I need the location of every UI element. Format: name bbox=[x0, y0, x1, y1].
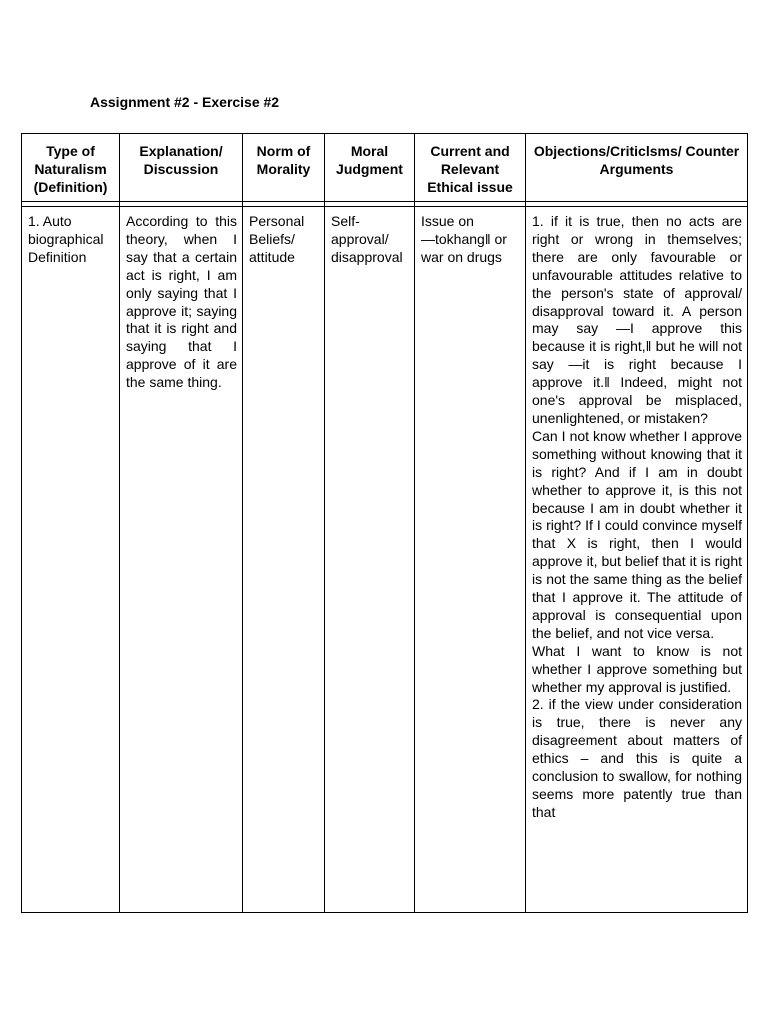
cell-issue: Issue on ―tokhang‖ or war on drugs bbox=[415, 207, 526, 913]
header-ethical-issue: Current and Relevant Ethical issue bbox=[415, 134, 526, 202]
header-row bbox=[22, 134, 748, 202]
cell-type: 1. Auto biographical Definition bbox=[22, 207, 120, 913]
cell-objections bbox=[526, 207, 748, 913]
naturalism-table bbox=[21, 133, 748, 913]
document-title: Assignment #2 - Exercise #2 bbox=[90, 94, 280, 110]
objection-paragraph: 1. if it is true, then no acts are right or wrong in themselves; there are only favourable or unfavourable attitudes relative to the person's state of approval/ disapproval toward it. A person may say ―I approve this because it is right,‖ but he will not say ―it is right because I approve it.‖ Indeed, might not one's approval be misplaced, unenlightened, or mistaken? bbox=[532, 213, 742, 426]
header-explanation: Explanation/ Discussion bbox=[120, 134, 243, 202]
cell-explanation: According to this theory, when I say that a certain act is right, I am only saying that I approve it; saying that it is right and saying that I approve of it are the same thing. bbox=[120, 207, 243, 913]
objection-paragraph: What I want to know is not whether I approve something but whether my approval is justified. bbox=[532, 642, 742, 695]
cell-norm: Personal Beliefs/ attitude bbox=[243, 207, 325, 913]
objection-paragraph: 2. if the view under consideration is true, there is never any disagreement about matters of ethics – and this is quite a conclusion to swallow, for nothing seems more patently true than that bbox=[532, 696, 742, 820]
header-norm-of-morality: Norm of Morality bbox=[243, 134, 325, 202]
header-type-of-naturalism: Type of Naturalism (Definition) bbox=[22, 134, 120, 202]
header-moral-judgment: Moral Judgment bbox=[325, 134, 415, 202]
cell-judgment: Self-approval/ disapproval bbox=[325, 207, 415, 913]
objection-paragraph: Can I not know whether I approve something without knowing that it is right? And if I am in doubt whether to approve it, is this not because I am in doubt whether it is right? If I could convince myself that X is right, then I would approve it, but belief that it is right is not the same thing as the belief that I approve it. The attitude of approval is consequential upon the belief, and not vice versa. bbox=[532, 427, 742, 641]
table-row bbox=[22, 207, 748, 913]
header-objections: Objections/Criticlsms/ Counter Arguments bbox=[526, 134, 748, 202]
